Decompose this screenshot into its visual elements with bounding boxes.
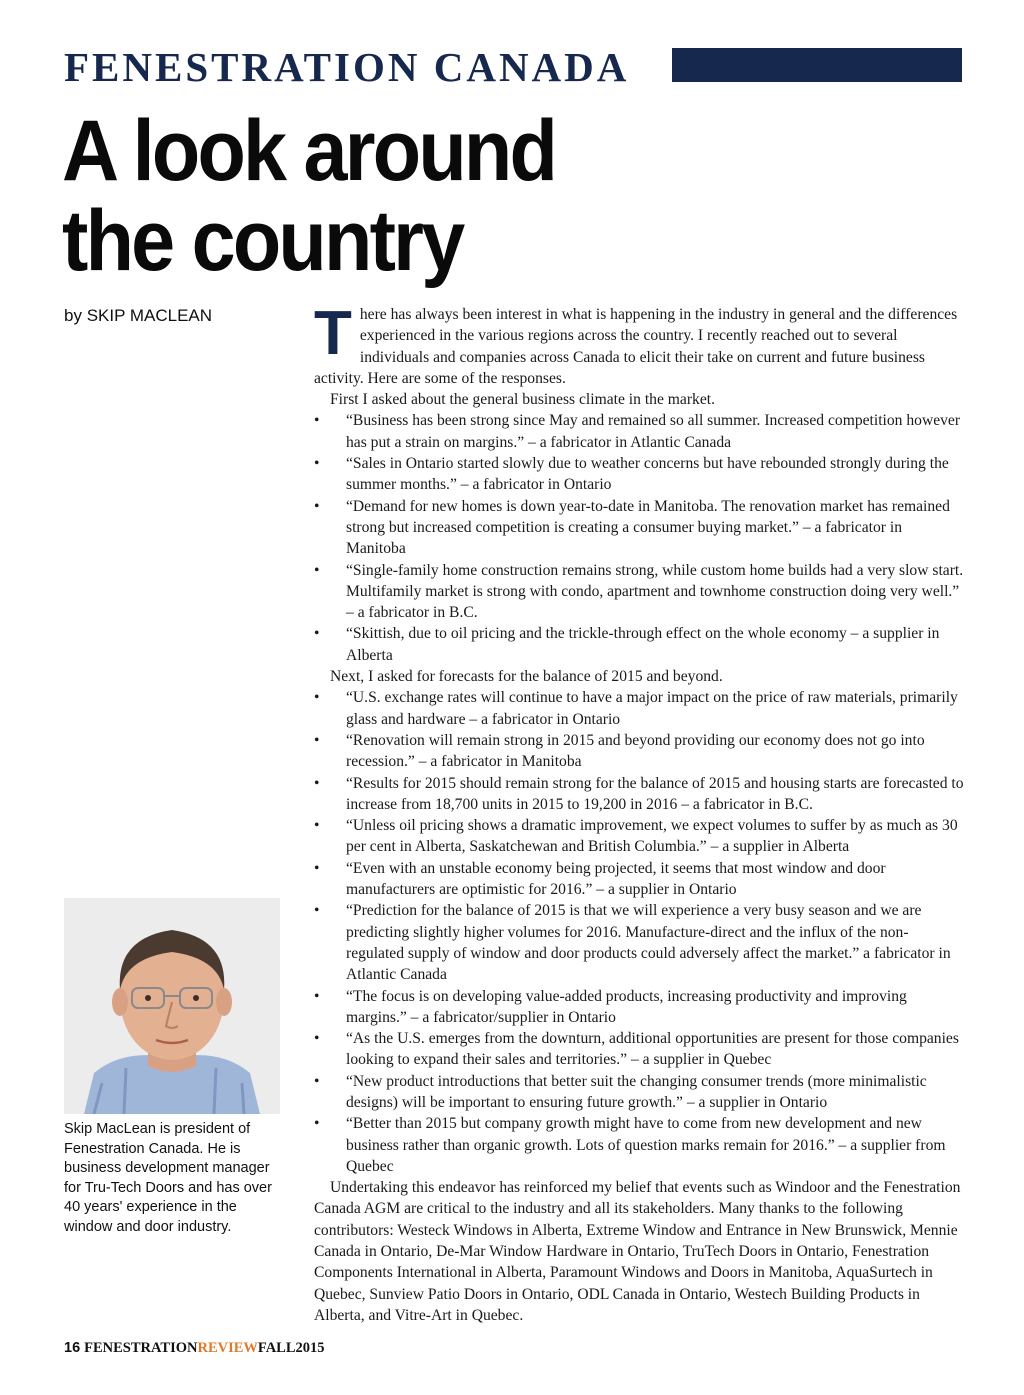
- bullet-icon: •: [314, 455, 320, 473]
- list-item: • “Results for 2015 should remain strong for the balance of 2015 and housing starts are forecasted to increase from 18,700 units in 2015 to 19,200 in 2016 – a fabricator in B.C.: [314, 774, 964, 813]
- intro-paragraph: [314, 299, 964, 389]
- bullet-icon: •: [314, 859, 320, 877]
- list-item: • “Single-family home construction remains strong, while custom home builds had a very slow start. Multifamily market is strong with condo, apartment and townhome construction doing very well.” – a fabricator in B.C.: [314, 561, 964, 622]
- list-item: • “Sales in Ontario started slowly due to weather concerns but have rebounded strongly during the summer months.” – a fabricator in Ontario: [314, 455, 949, 494]
- page-footer: [64, 1340, 325, 1357]
- list-item: • “Skittish, due to oil pricing and the trickle-through effect on the whole economy – a supplier in Alberta: [314, 625, 940, 664]
- question-1-intro: First I asked about the general business climate in the market.: [330, 391, 715, 409]
- list-item: • “Unless oil pricing shows a dramatic improvement, we expect volumes to suffer by as much as 30 per cent in Alberta, Saskatchewan and British Columbia.” – a supplier in Alberta: [314, 817, 958, 856]
- byline-prefix: by: [64, 306, 82, 325]
- article-body: [314, 299, 964, 1326]
- bullet-icon: •: [314, 987, 320, 1005]
- forecast-responses-list: [314, 687, 964, 1177]
- byline-author: SKIP MACLEAN: [86, 306, 213, 325]
- bullet-icon: •: [314, 412, 320, 430]
- bullet-icon: •: [314, 561, 320, 579]
- page-number: 16: [64, 1340, 81, 1356]
- magazine-name-part2: REVIEW: [197, 1340, 258, 1356]
- list-item: • “U.S. exchange rates will continue to have a major impact on the price of raw materials, primarily glass and hardware – a fabricator in Ontario: [314, 689, 958, 728]
- drop-cap: T: [314, 299, 352, 368]
- intro-text: here has always been interest in what is happening in the industry in general and the differences experienced in the various regions across the country. I recently reached out to several individuals and companies across Canada to elicit their take on current and future business activity. Here are some of the responses.: [314, 306, 958, 387]
- bullet-icon: •: [314, 731, 320, 749]
- list-item: • “The focus is on developing value-added products, increasing productivity and improving margins.” – a fabricator/supplier in Ontario: [314, 987, 907, 1026]
- bullet-icon: •: [314, 1115, 320, 1133]
- magazine-name-part1: FENESTRATION: [84, 1340, 198, 1356]
- list-item: • “Prediction for the balance of 2015 is that we will experience a very busy season and we are predicting slightly higher volumes for 2016. Manufacture-direct and the influx of the non-regulated supply of window and door products could adversely affect the market.” a fabricator in Atlantic Canada: [314, 902, 951, 984]
- article-headline: [62, 103, 706, 289]
- bullet-icon: •: [314, 817, 320, 835]
- bullet-icon: •: [314, 1072, 320, 1090]
- bullet-icon: •: [314, 689, 320, 707]
- bullet-icon: •: [314, 774, 320, 792]
- author-bio-caption: Skip MacLean is president of Fenestration Canada. He is business development manager for Tru-Tech Doors and has over 40 years' experience in the window and door industry.: [64, 1121, 272, 1235]
- list-item: • “New product introductions that better suit the changing consumer trends (more minimalistic designs) will be important to ensuring future growth.” – a supplier in Ontario: [314, 1072, 927, 1111]
- bullet-icon: •: [314, 902, 320, 920]
- list-item: • “As the U.S. emerges from the downturn, additional opportunities are present for those companies looking to expand their sales and territories.” – a supplier in Quebec: [314, 1030, 959, 1069]
- list-item: • “Better than 2015 but company growth might have to come from new development and new business rather than organic growth. Lots of question marks remain for 2016.” – a supplier from Quebec: [314, 1115, 946, 1175]
- bullet-icon: •: [314, 625, 320, 643]
- bullet-icon: •: [314, 497, 320, 515]
- list-item: • “Demand for new homes is down year-to-date in Manitoba. The renovation market has remained strong but increased competition is creating a consumer buying market.” – a fabricator in Manitoba: [314, 497, 950, 558]
- author-portrait-icon: [64, 898, 280, 1114]
- headline-line-1: A look around: [62, 103, 556, 199]
- list-item: • “Business has been strong since May and remained so all summer. Increased competition however has put a strain on margins.” – a fabricator in Atlantic Canada: [314, 412, 961, 451]
- question-2-intro: Next, I asked for forecasts for the balance of 2015 and beyond.: [330, 668, 723, 686]
- bullet-icon: •: [314, 1030, 320, 1048]
- author-photo: [64, 898, 280, 1114]
- section-header: [64, 42, 962, 92]
- list-item: • “Even with an unstable economy being projected, it seems that most window and door manufacturers are optimistic for 2016.” – a supplier in Ontario: [314, 859, 886, 899]
- section-accent-bar: [672, 48, 962, 82]
- section-title: FENESTRATION CANADA: [64, 44, 630, 90]
- conclusion-paragraph: Undertaking this endeavor has reinforced my belief that events such as Windoor and the Fenestration Canada AGM are critical to the industry and all its stakeholders. Many thanks to the following contributors: Westeck Windows in Alberta, Extreme Window and Entrance in New Brunswick, Mennie Canada in Ontario, De-Mar Window Hardware in Ontario, TruTech Doors in Ontario, Fenestration Components International in Alberta, Paramount Windows and Doors in Manitoba, AquaSurtech in Quebec, Sunview Patio Doors in Ontario, ODL Canada in Ontario, Westech Building Products in Alberta, and Vitre-Art in Quebec.: [314, 1179, 961, 1324]
- byline: [64, 306, 212, 326]
- headline-line-2: the country: [62, 193, 463, 289]
- issue-label: FALL2015: [257, 1340, 325, 1356]
- climate-responses-list: [314, 410, 964, 666]
- list-item: • “Renovation will remain strong in 2015 and beyond providing our economy does not go into recession.” – a fabricator in Manitoba: [314, 731, 925, 771]
